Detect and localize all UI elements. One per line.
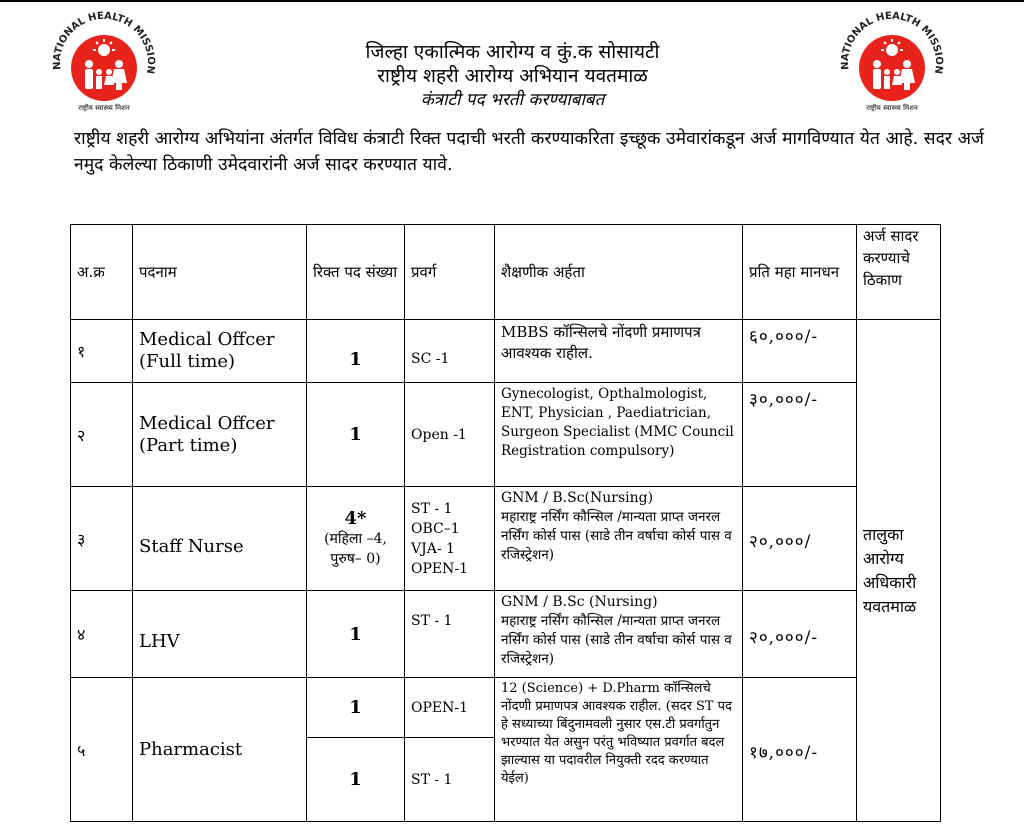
table-row [71,383,941,487]
header-place: अर्ज सादर करण्याचे ठिकाण [857,225,941,320]
document-header [200,40,825,112]
header-line-3: कंत्राटी पद भरती करण्याबाबत [420,90,605,110]
logo-ring-text: NATIONAL HEALTH MISSION [51,10,157,75]
top-border-line [0,0,1024,2]
qualification-head: GNM / B.Sc (Nursing) [501,594,658,610]
header-vacancies: रिक्त पद संख्या [307,225,405,320]
row-category: Open -1 [405,383,495,487]
row-count: 1 [307,678,405,738]
qualification-body: महाराष्ट्र नर्सिंग कौन्सिल /मान्यता प्राप्त जनरल नर्सिंग कोर्स पास (साडे तीन वर्षाचा कोर्स पास व रजिस्ट्रेशन) [501,613,732,667]
category-line: OBC–1 [411,520,460,537]
logo-tagline: राष्ट्रीय स्वास्थ्य मिशन [78,104,130,112]
row-category: ST - 1 [405,738,495,822]
header-line-1: जिल्हा एकात्मिक आरोग्य व कुं.क सोसायटी [365,41,660,63]
row-qualification: 12 (Science) + D.Pharm कॉन्सिलचे नोंदणी प्रमाणपत्र आवश्यक राहील. (सदर ST पद हे सध्याच्या बिंदुनामवली नुसार एस.टी प्रवर्गातुन भरण्यात येत असुन परंतु भविष्यात प्रवर्गात बदल झाल्यास या पदावरील नियुक्ती रदद करण्यात येईल) [495,678,743,822]
row-category: SC -1 [405,320,495,383]
header-line-2: राष्ट्रीय शहरी आरोग्य अभियान यवतमाळ [377,65,648,87]
row-sr: ५ [71,678,133,822]
row-qualification [495,591,743,678]
header-sr: अ.क्र [71,225,133,320]
category-line: OPEN-1 [411,560,469,577]
row-salary: ६०,०००/- [743,320,857,383]
row-post [133,320,307,383]
table-row [71,320,941,383]
row-category: OPEN-1 [405,678,495,738]
row-post: Pharmacist [133,678,307,822]
header-qualification: शैक्षणीक अर्हता [495,225,743,320]
row-post: LHV [133,591,307,678]
row-count-note: (महिला –4, पुरुष– 0) [324,530,387,567]
category-line: VJA- 1 [411,540,455,557]
row-post: Staff Nurse [133,487,307,591]
row-qualification [495,487,743,591]
post-line-1: Medical Offcer [139,329,275,350]
row-count: 1 [307,591,405,678]
row-count-cell [307,487,405,591]
row-count: 1 [307,320,405,383]
row-sr: १ [71,320,133,383]
row-salary: १७,०००/- [743,678,857,822]
row-count: 1 [307,738,405,822]
nhm-logo-left [44,6,164,116]
intro-paragraph: राष्ट्रीय शहरी आरोग्य अभियांना अंतर्गत विविध कंत्राटी रिक्त पदाची भरती करण्याकरिता इच्छूक उमेवारांकडून अर्ज मागविण्यात येत आहे. सदर अर्ज नमुद केलेल्या ठिकाणी उमेदवारांनी अर्ज सादर करण्यात यावे. [74,129,984,175]
application-place: तालुका आरोग्य अधिकारी यवतमाळ [857,320,941,822]
row-salary: २०,०००/- [743,591,857,678]
post-line-1: Medical Offcer [139,412,275,434]
logo-ring-text: NATIONAL HEALTH MISSION [839,10,945,75]
row-sr: ४ [71,591,133,678]
row-count: 1 [307,383,405,487]
qualification-body: महाराष्ट्र नर्सिंग कौन्सिल /मान्यता प्राप्त जनरल नर्सिंग कोर्स पास (साडे तीन वर्षाचा कोर्स पास व रजिस्ट्रेशन) [501,509,732,563]
vacancy-table [70,224,941,822]
qualification-head: GNM / B.Sc(Nursing) [501,490,654,506]
row-sr: २ [71,383,133,487]
category-line: ST - 1 [411,500,453,517]
logo-tagline: राष्ट्रीय स्वास्थ्य मिशन [866,104,918,112]
header-post: पदनाम [133,225,307,320]
nhm-logo-right [832,6,952,116]
row-count: 4* [344,507,367,529]
header-category: प्रवर्ग [405,225,495,320]
header-salary: प्रति महा मानधन [743,225,857,320]
row-qualification: MBBS कॉन्सिलचे नोंदणी प्रमाणपत्र आवश्यक राहील. [495,320,743,383]
table-row [71,678,941,738]
table-row [71,487,941,591]
row-qualification: Gynecologist, Opthalmologist, ENT, Physician , Paediatrician, Surgeon Specialist (MMC Council Registration compulsory) [495,383,743,487]
row-salary: ३०,०००/- [743,383,857,487]
row-sr: ३ [71,487,133,591]
row-category: ST - 1 [405,591,495,678]
table-header-row [71,225,941,320]
post-line-2: (Full time) [139,351,236,372]
table-row [71,591,941,678]
post-line-2: (Part time) [139,434,238,456]
row-category [405,487,495,591]
row-post [133,383,307,487]
row-salary: २०,०००/ [743,487,857,591]
